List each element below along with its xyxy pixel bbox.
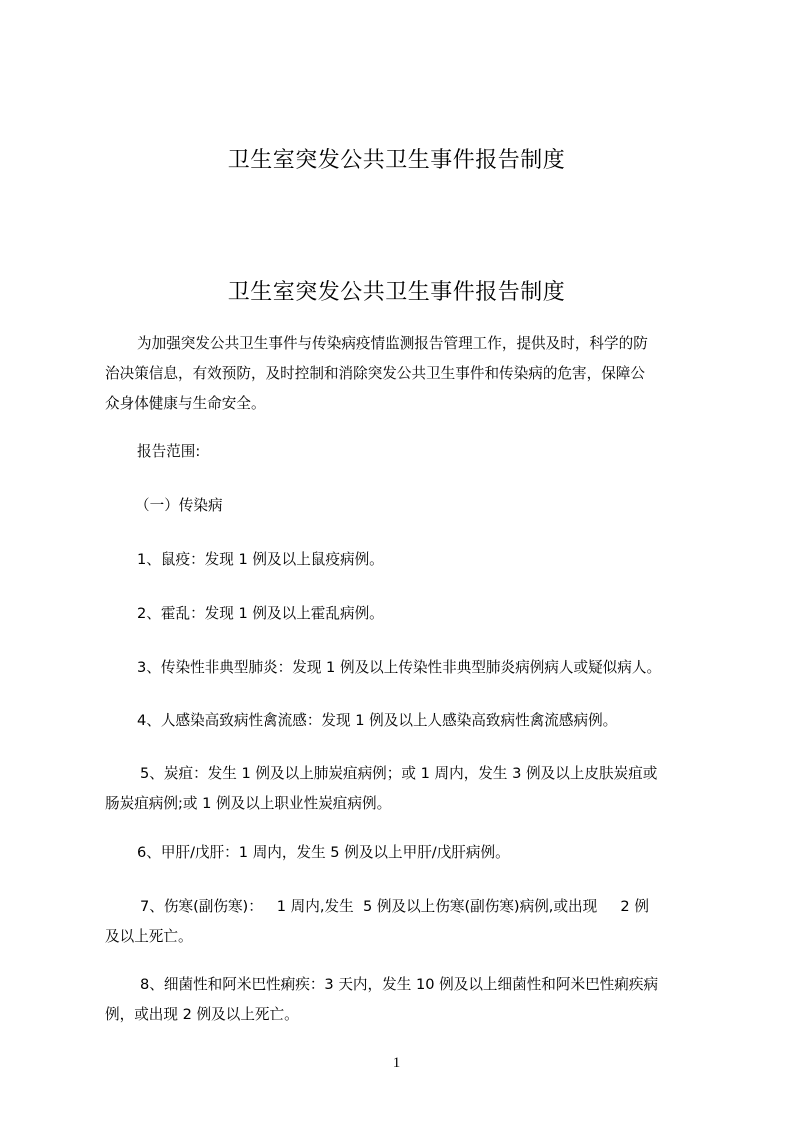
header-title: 卫生室突发公共卫生事件报告制度	[227, 148, 566, 173]
list-item-line-2: 例，或出现 2 例及以上死亡。	[105, 1006, 299, 1023]
list-item-text: 6、甲肝/戊肝：1 周内，发生 5 例及以上甲肝/戊肝病例。	[137, 844, 510, 861]
section-heading-text: （一）传染病	[135, 497, 223, 514]
intro-line-3: 众身体健康与生命安全。	[105, 395, 266, 412]
intro-line-1: 为加强突发公共卫生事件与传染病疫情监测报告管理工作，提供及时，科学的防	[137, 335, 648, 352]
list-item	[105, 653, 705, 683]
scope-heading-text: 报告范围:	[137, 443, 201, 460]
list-item-line-2: 肠炭疽病例;或 1 例及以上职业性炭疽病例。	[105, 795, 392, 812]
list-item-text: 2、霍乱：发现 1 例及以上霍乱病例。	[137, 605, 384, 622]
scope-heading	[105, 437, 705, 467]
list-item	[105, 838, 705, 868]
list-item	[105, 545, 705, 575]
list-item-line-2: 及以上死亡。	[105, 928, 193, 945]
list-item-line-1: 7、伤寒(副伤寒)： 1 周内,发生 5 例及以上伤寒(副伤寒)病例,或出现 2 例	[140, 898, 649, 915]
page-number: 1	[392, 1055, 401, 1071]
page-title: 卫生室突发公共卫生事件报告制度	[227, 280, 566, 305]
list-item-text: 4、人感染高致病性禽流感：发现 1 例及以上人感染高致病性禽流感病例。	[137, 712, 618, 729]
list-item	[105, 970, 705, 1030]
list-item-text: 3、传染性非典型肺炎：发现 1 例及以上传染性非典型肺炎病例病人或疑似病人。	[137, 659, 662, 676]
section-heading	[105, 491, 705, 521]
list-item	[105, 892, 705, 952]
list-item-text: 1、鼠疫：发现 1 例及以上鼠疫病例。	[137, 551, 384, 568]
list-item	[105, 706, 705, 736]
list-item	[105, 759, 705, 819]
list-item-line-1: 8、细菌性和阿米巴性痢疾：3 天内，发生 10 例及以上细菌性和阿米巴性痢疾病	[140, 976, 659, 993]
list-item-line-1: 5、炭疽：发生 1 例及以上肺炭疽病例；或 1 周内，发生 3 例及以上皮肤炭疽或	[140, 765, 658, 782]
intro-line-2: 治决策信息，有效预防，及时控制和消除突发公共卫生事件和传染病的危害，保障公	[105, 365, 645, 382]
list-item	[105, 599, 705, 629]
intro-paragraph	[105, 329, 705, 419]
